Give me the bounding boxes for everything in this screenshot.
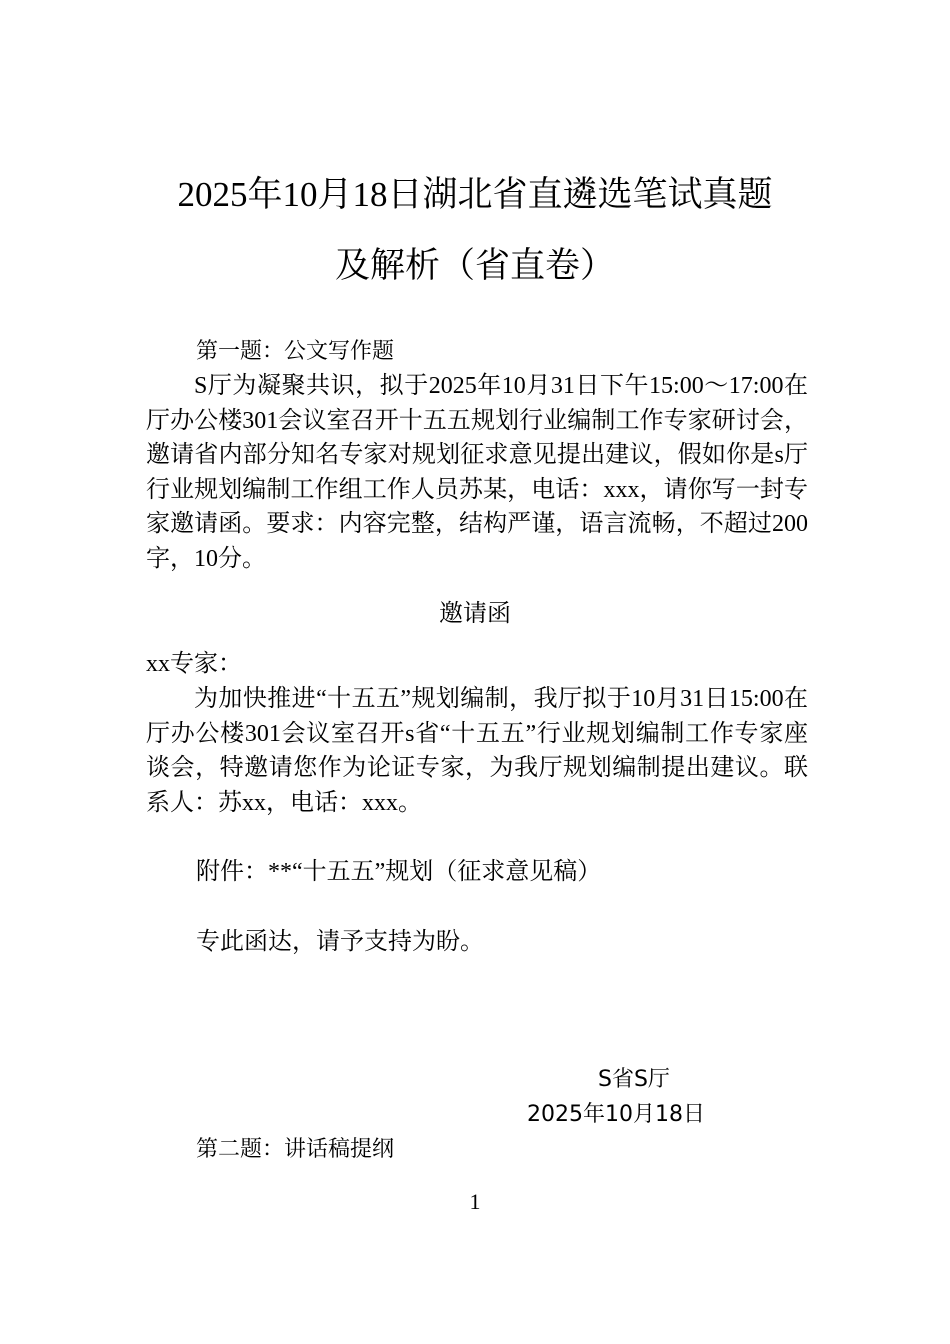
letter-body: 为加快推进“十五五”规划编制，我厅拟于10月31日15:00在厅办公楼301会议室召开s省“十五五”行业规划编制工作专家座谈会，特邀请您作为论证专家，为我厅规划编制提出建议。联系人：苏xx，电话：xxx。 <box>146 686 808 816</box>
document-title-line1: 2025年10月18日湖北省直遴选笔试真题 <box>177 175 773 214</box>
letter-closing: 专此函达，请予支持为盼。 <box>196 929 484 955</box>
letter-heading: 邀请函 <box>439 599 511 627</box>
signature-org: S省S厅 <box>598 1067 670 1092</box>
letter-attachment: 附件：**“十五五”规划（征求意见稿） <box>196 859 602 885</box>
question1-heading: 第一题：公文写作题 <box>196 339 395 364</box>
document-title-line2: 及解析（省直卷） <box>334 246 615 285</box>
letter-salutation: xx专家： <box>146 651 242 677</box>
signature-date: 2025年10月18日 <box>527 1102 705 1127</box>
page-number: 1 <box>469 1189 481 1214</box>
question1-prompt: S厅为凝聚共识，拟于2025年10月31日下午15:00～17:00在厅办公楼301会议室召开十五五规划行业编制工作专家研讨会，邀请省内部分知名专家对规划征求意见提出建议，假如你是s厅行业规划编制工作组工作人员苏某，电话：xxx，请你写一封专家邀请函。要求：内容完整，结构严谨，语言流畅，不超过200字，10分。 <box>146 373 808 572</box>
question2-heading: 第二题：讲话稿提纲 <box>196 1137 395 1162</box>
